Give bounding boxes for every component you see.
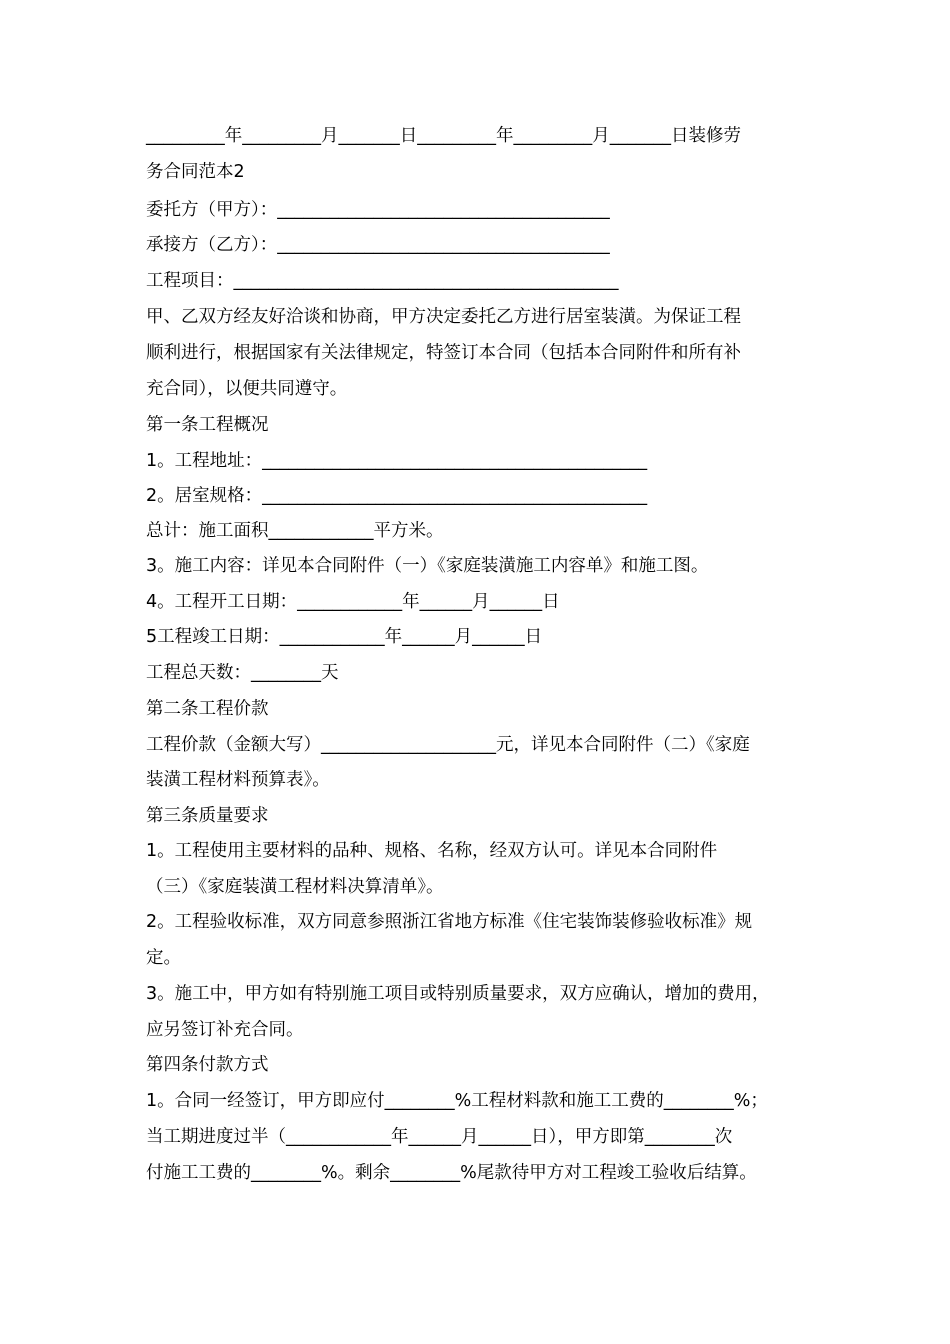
text-line: 定。 — [146, 948, 181, 968]
text-line: 委托方（甲方）：______________________________________ — [146, 200, 610, 220]
text-line: 3。施工内容：详见本合同附件（一）《家庭装潢施工内容单》和施工图。 — [146, 556, 709, 576]
text-line: 第二条工程价款 — [146, 699, 269, 719]
text-line: 第四条付款方式 — [146, 1055, 269, 1075]
text-line: 甲、乙双方经友好洽谈和协商，甲方决定委托乙方进行居室装潢。为保证工程 — [146, 307, 741, 327]
text-line: 顺利进行，根据国家有关法律规定，特签订本合同（包括本合同附件和所有补 — [146, 343, 741, 363]
text-line: 付施工工费的________%。剩余________%尾款待甲方对工程竣工验收后结算。 — [146, 1163, 757, 1183]
text-line: 总计：施工面积____________平方米。 — [146, 521, 444, 541]
text-line: 1。工程使用主要材料的品种、规格、名称，经双方认可。详见本合同附件 — [146, 841, 718, 861]
text-line: 充合同），以便共同遵守。 — [146, 379, 348, 399]
text-line: 工程项目：____________________________________________ — [146, 271, 619, 291]
text-line: 第一条工程概况 — [146, 415, 269, 435]
text-line: 4。工程开工日期：____________年______月______日 — [146, 592, 560, 612]
text-line: 2。工程验收标准，双方同意参照浙江省地方标准《住宅装饰装修验收标准》规 — [146, 912, 753, 932]
text-line: 工程总天数：________天 — [146, 663, 339, 683]
text-line: _________年_________月_______日_________年_________月_______日装修劳 — [146, 126, 741, 146]
text-line: 装潢工程材料预算表》。 — [146, 770, 330, 790]
text-line: 应另签订补充合同。 — [146, 1020, 304, 1040]
text-line: 工程价款（金额大写）____________________元，详见本合同附件（二）《家庭 — [146, 735, 750, 755]
text-line: 3。施工中，甲方如有特别施工项目或特别质量要求，双方应确认，增加的费用， — [146, 984, 770, 1004]
text-line: 1。工程地址：____________________________________________ — [146, 451, 648, 471]
text-line: 承接方（乙方）：______________________________________ — [146, 235, 610, 255]
text-line: 5工程竣工日期：____________年______月______日 — [146, 627, 543, 647]
text-line: 务合同范本2 — [146, 162, 245, 182]
text-line: 2。居室规格：____________________________________________ — [146, 486, 648, 506]
text-line: 当工期进度过半（____________年______月______日），甲方即第________次 — [146, 1127, 733, 1147]
text-line: 第三条质量要求 — [146, 806, 269, 826]
text-line: （三）《家庭装潢工程材料决算清单》。 — [146, 877, 444, 897]
text-line: 1。合同一经签订，甲方即应付________%工程材料款和施工工费的________%； — [146, 1091, 768, 1111]
